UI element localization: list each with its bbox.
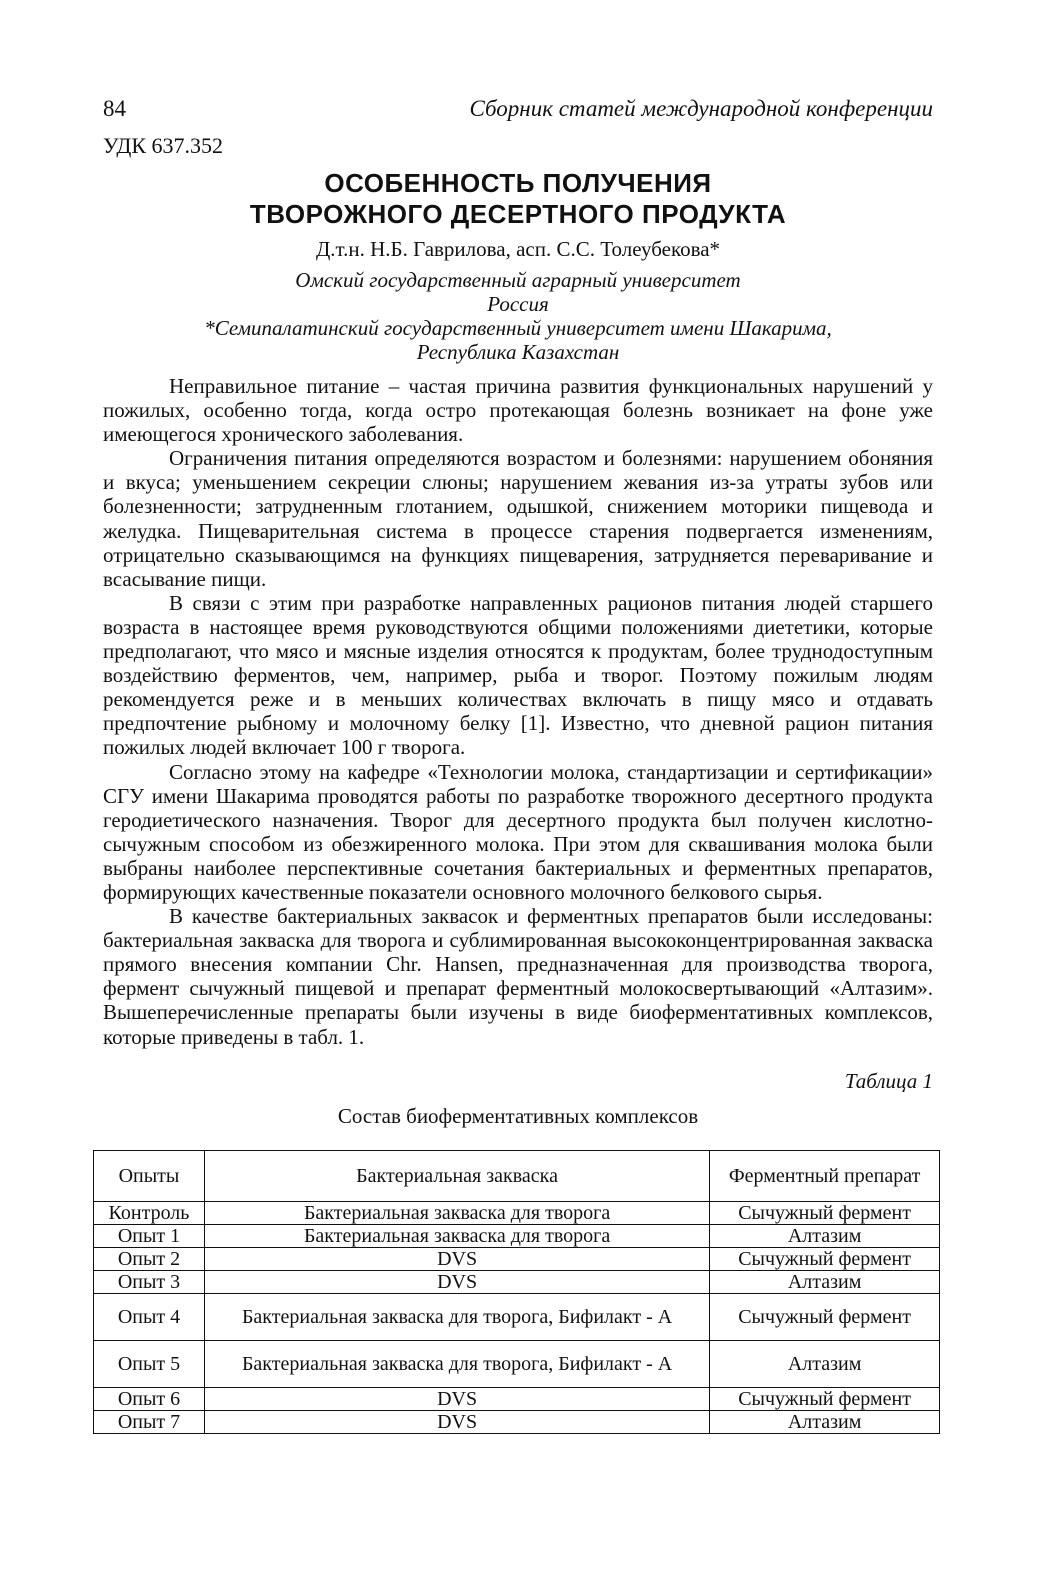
body-paragraph: Согласно этому на кафедре «Технологии молока, стандартизации и сертификации» СГУ имени Шакарима проводятся работы по разработке творожного десертного продукта геродиетического назначения. Творог для десертного продукта был получен кислотно-сычужным способом из обезжиренного молока. При этом для сквашивания молока были выбраны наиболее перспективные сочетания бактериальных и ферментных препаратов, формирующих качественные показатели основного молочного белкового сырья. xyxy=(103,759,933,904)
udk-code: УДК 637.352 xyxy=(103,133,224,158)
affiliation-line: Омский государственный аграрный университет xyxy=(295,268,741,292)
cell-experiment: Опыт 3 xyxy=(94,1271,205,1294)
header-experiments: Опыты xyxy=(94,1151,205,1202)
table-row xyxy=(94,1294,940,1341)
cell-enzyme: Сычужный фермент xyxy=(710,1388,940,1411)
cell-enzyme: Сычужный фермент xyxy=(710,1248,940,1271)
cell-experiment: Опыт 7 xyxy=(94,1411,205,1434)
cell-enzyme: Сычужный фермент xyxy=(710,1202,940,1225)
cell-starter: DVS xyxy=(204,1248,709,1271)
composition-table xyxy=(93,1150,940,1434)
cell-experiment: Опыт 5 xyxy=(94,1341,205,1388)
cell-enzyme: Алтазим xyxy=(710,1225,940,1248)
affiliations xyxy=(103,268,933,364)
cell-experiment: Опыт 4 xyxy=(94,1294,205,1341)
table-row xyxy=(94,1271,940,1294)
article-title xyxy=(103,168,933,230)
table-row xyxy=(94,1411,940,1434)
cell-enzyme: Алтазим xyxy=(710,1411,940,1434)
page-header xyxy=(103,96,933,132)
affiliation-line: *Семипалатинский государственный университет имени Шакарима, xyxy=(204,316,832,340)
cell-starter: DVS xyxy=(204,1271,709,1294)
authors: Д.т.н. Н.Б. Гаврилова, асп. С.С. Толеубекова* xyxy=(315,237,721,261)
title-line-2: ТВОРОЖНОГО ДЕСЕРТНОГО ПРОДУКТА xyxy=(249,199,787,229)
table-row xyxy=(94,1225,940,1248)
table-row xyxy=(94,1341,940,1388)
cell-starter: Бактериальная закваска для творога xyxy=(204,1225,709,1248)
cell-starter: Бактериальная закваска для творога xyxy=(204,1202,709,1225)
table-header-row xyxy=(94,1151,940,1202)
table-caption: Состав биоферментативных комплексов xyxy=(337,1104,699,1128)
affiliation-line: Россия xyxy=(487,292,549,316)
cell-starter: DVS xyxy=(204,1411,709,1434)
body-paragraph: Ограничения питания определяются возрастом и болезнями: нарушением обоняния и вкуса; уменьшением секреции слюны; нарушением жевания из-за утраты зубов или болезненности; затрудненным глотанием, одышкой, снижением моторики пищевода и желудка. Пищеварительная система в процессе старения подвергается изменениям, отрицательно сказывающимся на функциях пищеварения, затрудняется переваривание и всасывание пищи. xyxy=(103,446,933,591)
cell-enzyme: Алтазим xyxy=(710,1271,940,1294)
cell-enzyme: Сычужный фермент xyxy=(710,1294,940,1341)
body-paragraph: Неправильное питание – частая причина развития функциональных нарушений у пожилых, особенно тогда, когда остро протекающая болезнь возникает на фоне уже имеющегося хронического заболевания. xyxy=(103,374,933,447)
table-row xyxy=(94,1388,940,1411)
cell-enzyme: Алтазим xyxy=(710,1341,940,1388)
cell-experiment: Опыт 1 xyxy=(94,1225,205,1248)
table-row xyxy=(94,1202,940,1225)
cell-experiment: Опыт 2 xyxy=(94,1248,205,1271)
cell-starter: Бактериальная закваска для творога, Бифилакт - А xyxy=(204,1341,709,1388)
header-bacterial-starter: Бактериальная закваска xyxy=(204,1151,709,1202)
page-number: 84 xyxy=(103,96,126,121)
table-label: Таблица 1 xyxy=(844,1069,933,1093)
cell-starter: DVS xyxy=(204,1388,709,1411)
cell-starter: Бактериальная закваска для творога, Бифилакт - А xyxy=(204,1294,709,1341)
body-paragraph: В связи с этим при разработке направленных рационов питания людей старшего возраста в настоящее время руководствуются общими положениями диететики, которые предполагают, что мясо и мясные изделия относятся к продуктам, более труднодоступным воздействию ферментов, чем, например, рыба и творог. Поэтому пожилым людям рекомендуется реже и в меньших количествах включать в пищу мясо и отдавать предпочтение рыбному и молочному белку [1]. Известно, что дневной рацион питания пожилых людей включает 100 г творога. xyxy=(103,590,933,760)
title-line-1: ОСОБЕННОСТЬ ПОЛУЧЕНИЯ xyxy=(324,168,712,198)
affiliation-line: Республика Казахстан xyxy=(416,340,620,364)
article-body xyxy=(103,374,933,1049)
cell-experiment: Опыт 6 xyxy=(94,1388,205,1411)
table-row xyxy=(94,1248,940,1271)
running-title: Сборник статей международной конференции xyxy=(469,96,933,121)
body-paragraph: В качестве бактериальных заквасок и ферментных препаратов были исследованы: бактериальная закваска для творога и сублимированная высококонцентрированная закваска прямого внесения компании Chr. Hansen, предназначенная для производства творога, фермент сычужный пищевой и препарат ферментный молокосвертывающий «Алтазим». Вышеперечисленные препараты были изучены в виде биоферментативных комплексов, которые приведены в табл. 1. xyxy=(103,904,933,1049)
cell-experiment: Контроль xyxy=(94,1202,205,1225)
header-enzyme-preparation: Ферментный препарат xyxy=(710,1151,940,1202)
